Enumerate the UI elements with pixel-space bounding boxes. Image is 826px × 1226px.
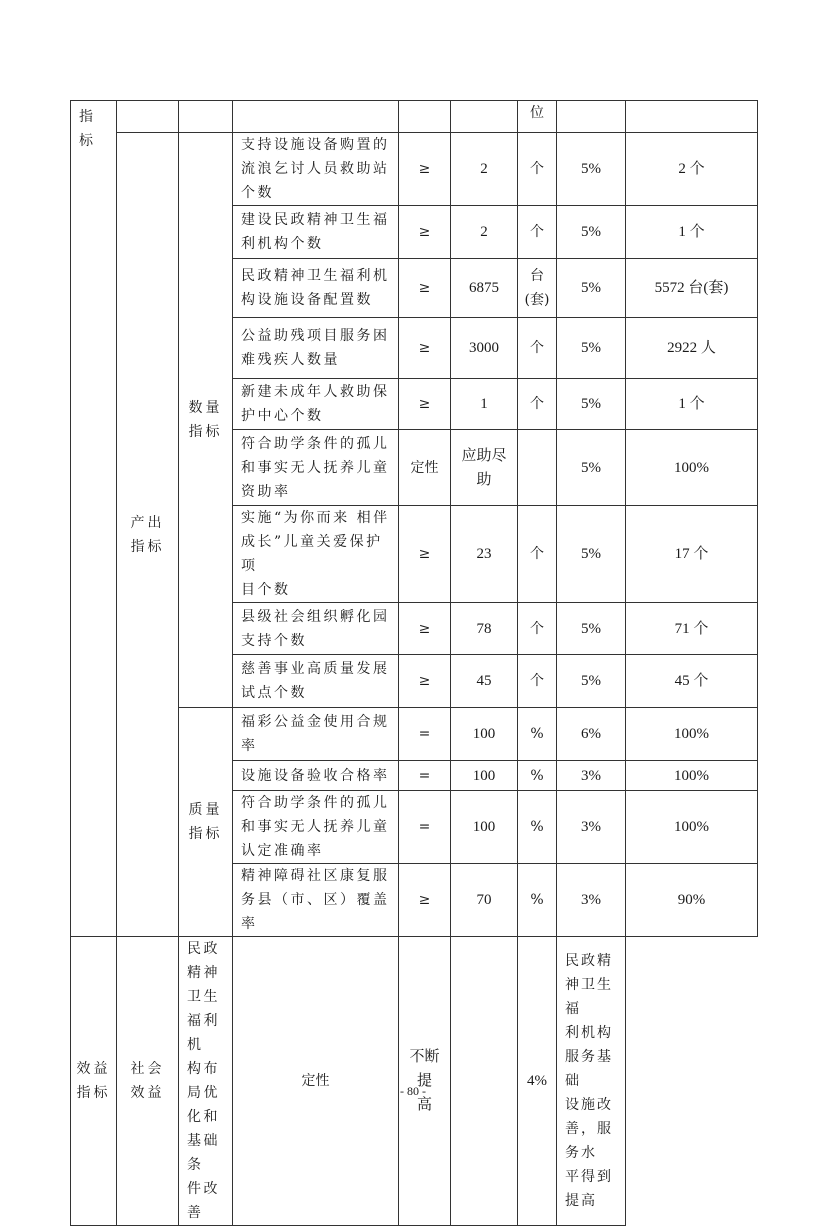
unit-cell [518, 655, 557, 708]
operator-cell-text: ≥ [418, 280, 431, 296]
actual-result-cell-text: 民政精神卫生福 利机构服务基础 设施改善，服务水 平得到提高 [565, 953, 613, 1209]
actual-result-cell [626, 603, 758, 655]
unit-cell-text: 个 [530, 673, 544, 689]
unit-cell-text: 台 (套) [524, 268, 550, 308]
indicator-name-cell [179, 937, 233, 1226]
weight-cell [557, 708, 626, 761]
actual-result-cell [626, 133, 758, 206]
weight-cell [557, 791, 626, 864]
target-value-cell-text: 78 [476, 620, 492, 637]
weight-cell-text: 3% [581, 767, 601, 784]
output-indicator-cell [117, 133, 179, 937]
target-value-cell-text: 2 [480, 161, 488, 177]
weight-cell-text: 5% [581, 673, 601, 689]
header-blank-cell [626, 101, 758, 133]
actual-result-cell-text: 100% [674, 819, 709, 835]
weight-cell-text: 5% [581, 224, 601, 240]
target-value-cell-text: 不断提 高 [409, 1049, 440, 1113]
operator-cell-text: = [418, 767, 431, 784]
operator-cell-text: 定性 [301, 1073, 330, 1089]
unit-cell-text: 个 [530, 396, 544, 412]
header-blank-cell [233, 101, 399, 133]
weight-cell [518, 937, 557, 1226]
weight-cell [557, 318, 626, 379]
actual-result-cell-text: 1 个 [678, 224, 705, 240]
weight-cell-text: 5% [581, 396, 601, 412]
operator-cell-text: = [418, 726, 431, 742]
target-value-cell [451, 864, 518, 937]
indicator-name-cell-text: 设施设备验收合格率 [241, 767, 390, 784]
operator-cell [399, 430, 451, 506]
weight-cell-text: 5% [581, 161, 601, 177]
operator-cell [399, 603, 451, 655]
performance-indicator-table [70, 100, 758, 1226]
unit-cell [518, 708, 557, 761]
actual-result-cell-text: 45 个 [674, 673, 709, 689]
indicator-name-cell-text: 慈善事业高质量发展 试点个数 [241, 661, 390, 701]
target-value-cell [451, 206, 518, 259]
actual-result-cell-text: 2922 人 [667, 340, 716, 356]
operator-cell [399, 708, 451, 761]
actual-result-cell-text: 2 个 [678, 161, 705, 177]
operator-cell [399, 259, 451, 318]
target-value-cell-text: 70 [476, 892, 492, 908]
header-blank-cell [117, 101, 179, 133]
weight-cell-text: 5% [581, 459, 601, 476]
weight-cell-text: 3% [581, 819, 601, 835]
unit-header-cell [518, 101, 557, 133]
indicator-name-cell-text: 县级社会组织孵化园 支持个数 [241, 608, 390, 649]
operator-cell-text: ≥ [418, 673, 431, 689]
indicator-name-cell [233, 430, 399, 506]
target-value-cell [451, 133, 518, 206]
target-value-cell [451, 259, 518, 318]
operator-cell-text: ≥ [418, 620, 431, 637]
operator-cell-text: ≥ [418, 396, 431, 412]
level1-indicator-cell [71, 101, 117, 937]
target-value-cell [451, 791, 518, 864]
social-benefit-cell [117, 937, 179, 1226]
indicator-name-cell [233, 206, 399, 259]
unit-cell [451, 937, 518, 1226]
indicator-name-cell [233, 864, 399, 937]
unit-header-label: 位 [530, 105, 544, 121]
actual-result-cell [626, 791, 758, 864]
weight-cell-text: 5% [581, 340, 601, 356]
target-value-cell [451, 379, 518, 430]
indicator-name-cell [233, 133, 399, 206]
indicator-name-cell-text: 精神障碍社区康复服 务县（市、区）覆盖率 [241, 868, 390, 932]
unit-cell [518, 259, 557, 318]
actual-result-cell-text: 100% [674, 726, 709, 742]
quantity-indicator-cell-text: 数量 指标 [188, 400, 223, 440]
target-value-cell [451, 655, 518, 708]
indicator-name-cell-text: 实施“为你而来 相伴 成长”儿童关爱保护项 目个数 [241, 510, 390, 598]
weight-cell [557, 133, 626, 206]
weight-cell-text: 5% [581, 546, 601, 562]
social-benefit-cell-text: 社会 效益 [130, 1061, 165, 1101]
target-value-cell-text: 2 [480, 224, 488, 240]
unit-cell-text: 个 [530, 546, 544, 562]
weight-cell [557, 206, 626, 259]
unit-cell-text: 个 [530, 620, 544, 637]
target-value-cell-text: 100 [472, 726, 496, 742]
target-value-cell-text: 23 [476, 546, 492, 562]
unit-cell-text: % [530, 892, 544, 908]
actual-result-cell [557, 937, 626, 1226]
actual-result-cell [626, 430, 758, 506]
header-blank-cell [451, 101, 518, 133]
unit-cell-text: % [530, 819, 544, 835]
actual-result-cell [626, 761, 758, 791]
indicator-name-cell-text: 符合助学条件的孤儿 和事实无人抚养儿童 认定准确率 [241, 795, 390, 859]
target-value-cell-text: 3000 [469, 340, 499, 356]
weight-cell-text: 5% [581, 620, 601, 637]
unit-cell [518, 133, 557, 206]
target-value-cell [451, 708, 518, 761]
unit-cell [518, 864, 557, 937]
output-indicator-cell-text: 产出 指标 [130, 514, 165, 555]
unit-cell [518, 506, 557, 603]
quantity-indicator-cell [179, 133, 233, 708]
quality-indicator-cell-text: 质量 指标 [188, 802, 223, 842]
target-value-cell [399, 937, 451, 1226]
unit-cell [518, 206, 557, 259]
operator-cell-text: ≥ [418, 340, 431, 356]
actual-result-cell-text: 100% [674, 767, 709, 784]
actual-result-cell-text: 90% [677, 892, 706, 908]
operator-cell-text: = [418, 819, 431, 835]
operator-cell [233, 937, 399, 1226]
unit-cell-text: % [530, 767, 544, 784]
unit-cell [518, 791, 557, 864]
unit-cell [518, 761, 557, 791]
actual-result-cell [626, 655, 758, 708]
actual-result-cell [626, 318, 758, 379]
operator-cell [399, 761, 451, 791]
actual-result-cell-text: 100% [674, 459, 709, 476]
header-blank-cell [179, 101, 233, 133]
table-row [71, 133, 758, 206]
operator-cell-text: ≥ [418, 224, 431, 240]
operator-cell-text: ≥ [418, 161, 431, 177]
operator-cell-text: 定性 [410, 459, 439, 476]
table-row [71, 937, 758, 1226]
indicator-name-cell [233, 655, 399, 708]
unit-cell [518, 603, 557, 655]
operator-cell [399, 133, 451, 206]
page-number: - 80 - [400, 1084, 426, 1098]
weight-cell [557, 655, 626, 708]
operator-cell [399, 655, 451, 708]
operator-cell-text: ≥ [418, 546, 431, 562]
indicator-name-cell-text: 支持设施设备购置的 流浪乞讨人员救助站 个数 [241, 137, 390, 201]
indicator-name-cell [233, 259, 399, 318]
indicator-name-cell [233, 791, 399, 864]
actual-result-cell [626, 379, 758, 430]
actual-result-cell [626, 864, 758, 937]
weight-cell [557, 603, 626, 655]
weight-cell [557, 430, 626, 506]
actual-result-cell [626, 259, 758, 318]
unit-cell-text: 个 [530, 161, 544, 177]
operator-cell [399, 379, 451, 430]
unit-cell-text: % [530, 726, 544, 742]
weight-cell [557, 259, 626, 318]
indicator-name-cell-text: 建设民政精神卫生福 利机构个数 [241, 212, 390, 252]
indicator-name-cell [233, 603, 399, 655]
indicator-name-cell-text: 福彩公益金使用合规 率 [241, 714, 390, 754]
indicator-name-cell-text: 民政精神卫生福利机 构设施设备配置数 [241, 268, 390, 308]
operator-cell [399, 206, 451, 259]
benefit-indicator-cell [71, 937, 117, 1226]
benefit-indicator-cell-text: 效益 指标 [76, 1061, 111, 1101]
indicator-name-cell [233, 708, 399, 761]
target-value-cell-text: 100 [472, 819, 496, 835]
weight-cell-text: 3% [581, 892, 601, 908]
target-value-cell [451, 603, 518, 655]
indicator-name-cell [233, 379, 399, 430]
actual-result-cell [626, 506, 758, 603]
actual-result-cell-text: 1 个 [678, 396, 705, 412]
weight-cell-text: 4% [527, 1073, 547, 1089]
actual-result-cell-text: 5572 台(套) [654, 280, 729, 296]
target-value-cell-text: 应助尽 助 [461, 447, 507, 488]
weight-cell-text: 6% [581, 726, 601, 742]
target-value-cell [451, 506, 518, 603]
target-value-cell-text: 6875 [469, 280, 499, 296]
actual-result-cell [626, 206, 758, 259]
weight-cell [557, 379, 626, 430]
header-blank-cell [399, 101, 451, 133]
actual-result-cell [626, 708, 758, 761]
actual-result-cell-text: 17 个 [674, 546, 709, 562]
target-value-cell-text: 45 [476, 673, 492, 689]
target-value-cell [451, 430, 518, 506]
actual-result-cell-text: 71 个 [674, 620, 709, 637]
header-blank-cell [557, 101, 626, 133]
operator-cell [399, 318, 451, 379]
weight-cell-text: 5% [581, 280, 601, 296]
unit-cell [518, 379, 557, 430]
target-value-cell-text: 100 [472, 767, 496, 784]
indicator-name-cell [233, 506, 399, 603]
indicator-name-cell-text: 公益助残项目服务困 难残疾人数量 [241, 328, 390, 368]
operator-cell [399, 791, 451, 864]
unit-cell [518, 318, 557, 379]
unit-cell [518, 430, 557, 506]
indicator-name-cell-text: 新建未成年人救助保 护中心个数 [241, 384, 390, 424]
target-value-cell-text: 1 [480, 396, 488, 412]
indicator-name-cell-text: 符合助学条件的孤儿 和事实无人抚养儿童 资助率 [241, 435, 390, 500]
indicator-name-cell [233, 318, 399, 379]
weight-cell [557, 864, 626, 937]
weight-cell [557, 506, 626, 603]
operator-cell-text: ≥ [418, 892, 431, 908]
target-value-cell [451, 761, 518, 791]
indicator-name-cell-text: 民政精神卫生福利机 构布局优化和基础条 件改善 [187, 941, 220, 1221]
weight-cell [557, 761, 626, 791]
unit-cell-text: 个 [530, 340, 544, 356]
table-header-row [71, 101, 758, 133]
indicator-name-cell [233, 761, 399, 791]
level1-indicator-label: 指标 [79, 109, 96, 149]
operator-cell [399, 506, 451, 603]
operator-cell [399, 864, 451, 937]
target-value-cell [451, 318, 518, 379]
quality-indicator-cell [179, 708, 233, 937]
unit-cell-text: 个 [530, 224, 544, 240]
